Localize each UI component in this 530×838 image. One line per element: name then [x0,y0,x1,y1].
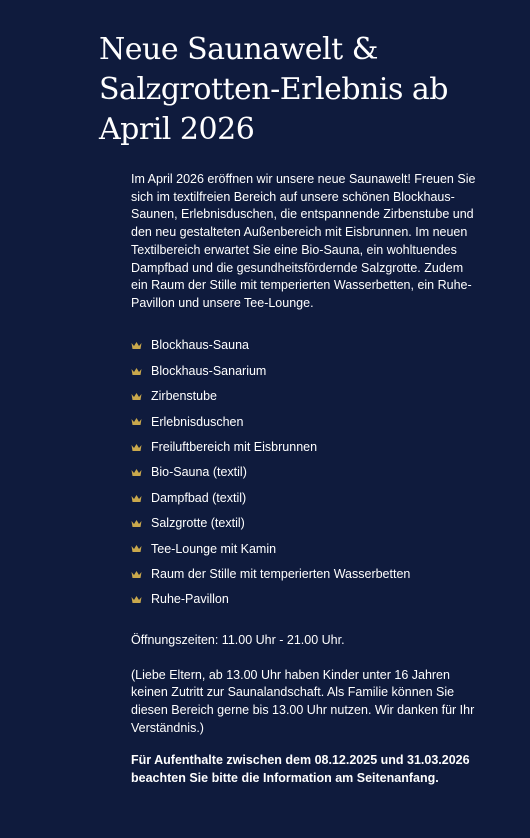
list-item [131,511,483,536]
list-item-label: Zirbenstube [151,389,218,404]
list-item [131,334,483,359]
list-item-label: Dampfbad (textil) [151,490,247,505]
list-item-label: Freiluftbereich mit Eisbrunnen [151,440,318,455]
list-item-label: Bio-Sauna (textil) [151,465,247,480]
page-title: Neue Saunawelt & Salzgrotten-Erlebnis ab April 2026 [99,32,448,147]
list-item-label: Raum der Stille mit temperierten Wasserbetten [151,566,411,581]
intro-paragraph: Im April 2026 eröffnen wir unsere neue Saunawelt! Freuen Sie sich im textilfreien Bereich auf unsere schönen Blockhaus-Saunen, Erlebnisduschen, die entspannende Zirbenstube und den neu gestalteten Außenbereich mit Eisbrunnen. Im neuen Textilbereich erwartet Sie eine Bio-Sauna, ein wohltuendes Dampfbad und die gesundheitsfördernde Salzgrotte. Zudem ein Raum der Stille mit temperierten Wasserbetten, ein Ruhe-Pavillon und unsere Tee-Lounge. [131,172,476,310]
list-item [131,359,483,384]
crown-icon [131,341,142,351]
crown-icon [131,417,142,427]
stay-notice: Für Aufenthalte zwischen dem 08.12.2025 und 31.03.2026 beachten Sie bitte die Information am Seitenanfang. [131,753,470,786]
list-item-label: Blockhaus-Sauna [151,338,249,353]
parents-note: (Liebe Eltern, ab 13.00 Uhr haben Kinder unter 16 Jahren keinen Zutritt zur Saunalandschaft. Als Familie können Sie diesen Bereich gerne bis 13.00 Uhr nutzen. Wir danken für Ihr Verständnis.) [131,667,475,735]
list-item [131,435,483,460]
list-item [131,588,483,613]
crown-icon [131,570,142,580]
list-item [131,562,483,587]
crown-icon [131,595,142,605]
crown-icon [131,544,142,554]
list-item [131,537,483,562]
list-item-label: Tee-Lounge mit Kamin [151,541,277,556]
list-item [131,384,483,409]
crown-icon [131,519,142,529]
list-item [131,410,483,435]
crown-icon [131,494,142,504]
crown-icon [131,468,142,478]
crown-icon [131,367,142,377]
crown-icon [131,392,142,402]
feature-list [131,334,483,613]
list-item-label: Erlebnisduschen [151,414,244,429]
opening-hours: Öffnungszeiten: 11.00 Uhr - 21.00 Uhr. [131,632,345,647]
content-section [131,171,483,788]
list-item [131,461,483,486]
crown-icon [131,443,142,453]
list-item-label: Ruhe-Pavillon [151,592,229,607]
list-item-label: Blockhaus-Sanarium [151,363,267,378]
list-item-label: Salzgrotte (textil) [151,516,245,531]
list-item [131,486,483,511]
